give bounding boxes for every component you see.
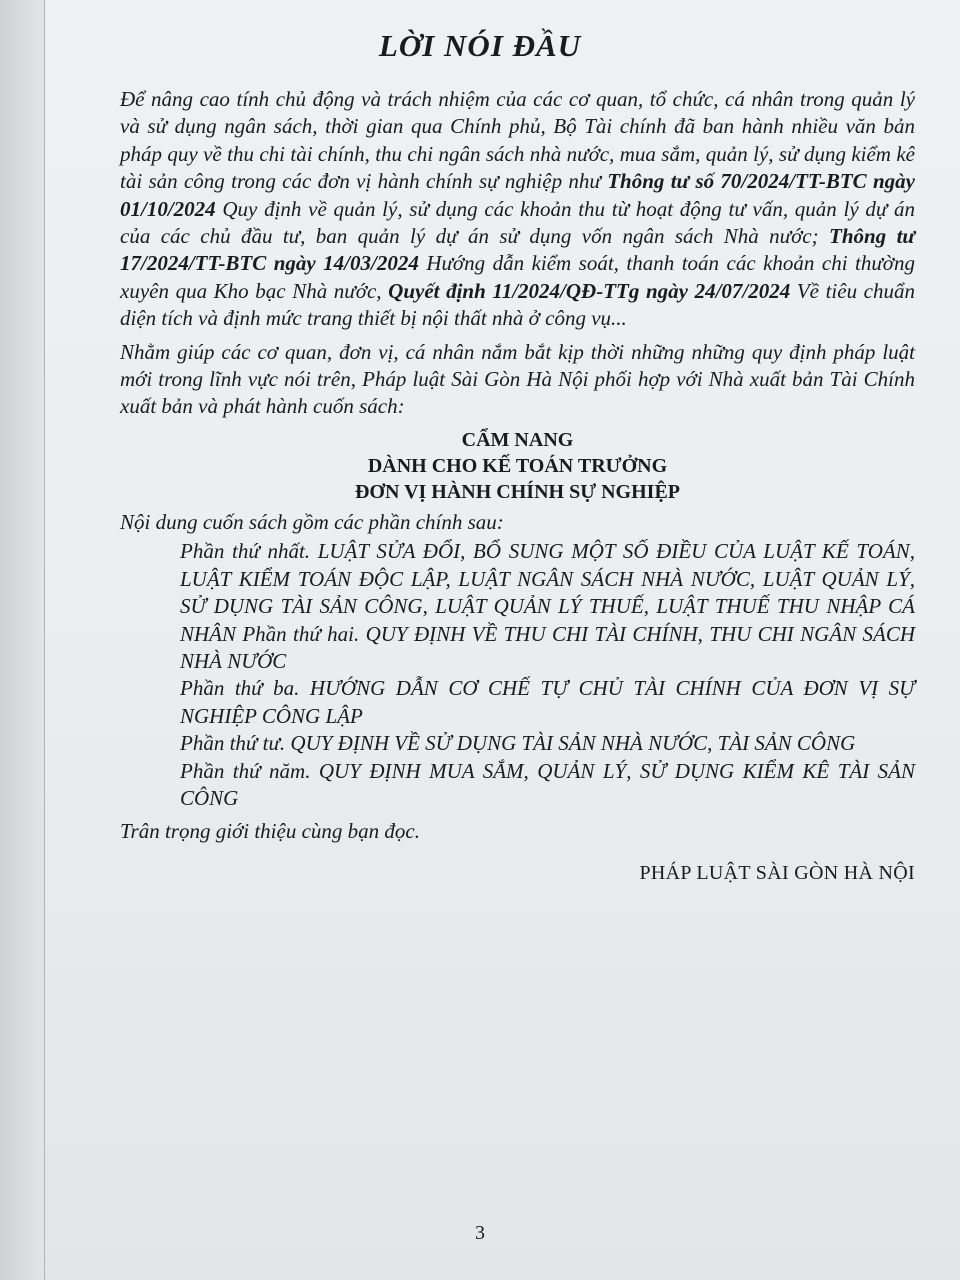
book-title-line-2: DÀNH CHO KẾ TOÁN TRƯỞNG xyxy=(367,454,668,477)
book-title-line-3: ĐƠN VỊ HÀNH CHÍNH SỰ NGHIỆP xyxy=(354,480,681,503)
intro-ref-3: Quyết định 11/2024/QĐ-TTg ngày 24/07/2024 xyxy=(388,278,791,303)
part-3: Phần thứ ba. HƯỚNG DẪN CƠ CHẾ TỰ CHỦ TÀI CHÍNH CỦA ĐƠN VỊ SỰ NGHIỆP CÔNG LẬP xyxy=(180,676,915,728)
intro-ref-1: Thông tư số 70/2024/TT-BTC ngày 01/10/2024 xyxy=(120,169,915,221)
book-spine-shadow xyxy=(0,0,44,1280)
intro-text-4: Về tiêu chuẩn diện tích và định mức trang thiết bị nội thất nhà ở công vụ... xyxy=(120,278,916,331)
book-spine-line xyxy=(44,0,45,1280)
page-title: LỜI NÓI ĐẦU xyxy=(378,28,582,63)
book-title-line-1: CẨM NANG xyxy=(461,428,574,451)
part-1: Phần thứ nhất. LUẬT SỬA ĐỔI, BỔ SUNG MỘT SỐ ĐIỀU CỦA LUẬT KẾ TOÁN, LUẬT KIỂM TOÁN ĐỘC LẬP, LUẬT NGÂN SÁCH NHÀ NƯỚC, LUẬT QUẢN LÝ, SỬ DỤNG TÀI SẢN CÔNG, LUẬT QUẢN LÝ THUẾ, LUẬT THUẾ THU NHẬP CÁ NHÂN Phần thứ hai. QUY ĐỊNH VỀ THU CHI TÀI CHÍNH, THU CHI NGÂN SÁCH NHÀ NƯỚC xyxy=(180,539,915,673)
body-text xyxy=(120,86,915,887)
book-title-block xyxy=(120,427,915,505)
part-5: Phần thứ năm. QUY ĐỊNH MUA SẮM, QUẢN LÝ, SỬ DỤNG KIỂM KÊ TÀI SẢN CÔNG xyxy=(180,758,915,810)
publisher-signature: PHÁP LUẬT SÀI GÒN HÀ NỘI xyxy=(639,861,915,884)
intro-lead: Để nâng cao tính chủ động và trách nhiệm của các cơ quan, tổ chức, cá nhân trong quản lý và sử dụng ngân sách, thời gian qua Chính phủ, Bộ Tài chính đã ban hành nhiều văn bản pháp quy về thu chi tài chính, thu chi ngân sách nhà nước, mua sắm, quản lý, sử dụng kiểm kê tài sản công trong các đơn vị hành chính sự nghiệp như xyxy=(120,87,915,194)
intro-text-2: Quy định về quản lý, sử dụng các khoản thu từ hoạt động tư vấn, quản lý dự án của các chủ đầu tư, ban quản lý dự án sử dụng vốn ngân sách Nhà nước; xyxy=(120,196,916,249)
purpose-paragraph: Nhằm giúp các cơ quan, đơn vị, cá nhân nắm bắt kịp thời những những quy định pháp luật mới trong lĩnh vực nói trên, Pháp luật Sài Gòn Hà Nội phối hợp với Nhà xuất bản Tài Chính xuất bản và phát hành cuốn sách: xyxy=(120,339,915,419)
intro-text-3: Hướng dẫn kiểm soát, thanh toán các khoản chi thường xuyên qua Kho bạc Nhà nước, xyxy=(120,251,916,303)
parts-list xyxy=(180,538,915,812)
page-number: 3 xyxy=(475,1222,485,1244)
intro-ref-2: Thông tư 17/2024/TT-BTC ngày 14/03/2024 xyxy=(120,224,915,276)
contents-intro: Nội dung cuốn sách gồm các phần chính sau: xyxy=(120,509,504,534)
closing-line: Trân trọng giới thiệu cùng bạn đọc. xyxy=(120,819,420,844)
intro-paragraph xyxy=(120,86,915,333)
part-4: Phần thứ tư. QUY ĐỊNH VỀ SỬ DỤNG TÀI SẢN NHÀ NƯỚC, TÀI SẢN CÔNG xyxy=(180,731,856,756)
